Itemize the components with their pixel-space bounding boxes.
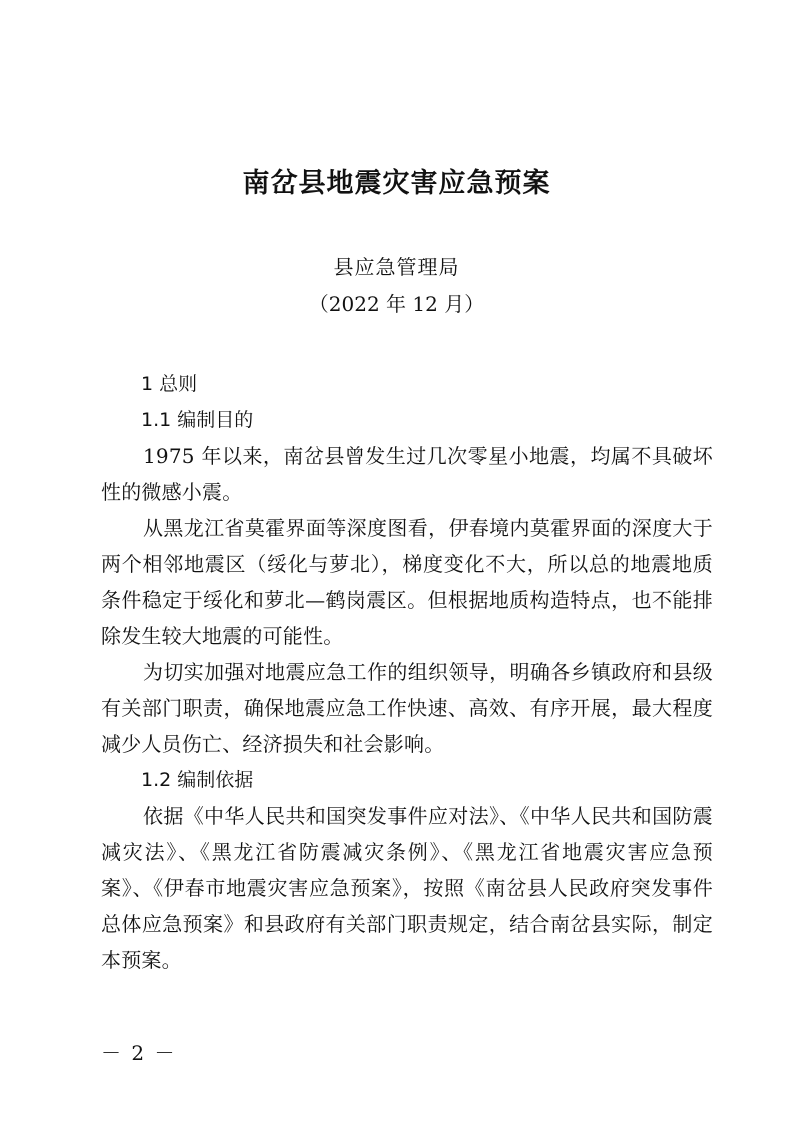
section-heading-purpose: 1.1 编制目的 — [141, 409, 254, 431]
section-heading-basis: 1.2 编制依据 — [141, 769, 254, 791]
paragraph-purpose-3: 为切实加强对地震应急工作的组织领导，明确各乡镇政府和县级有关部门职责，确保地震应急工作快速、高效、有序开展，最大程度减少人员伤亡、经济损失和社会影响。 — [101, 660, 713, 756]
document-body — [101, 366, 713, 978]
document-title: 南岔县地震灾害应急预案 — [242, 168, 551, 199]
section-heading-general: 1 总则 — [141, 373, 198, 395]
issue-date: （2022 年 12 月） — [308, 292, 485, 316]
issuing-organization: 县应急管理局 — [333, 255, 460, 279]
page-number: － 2 － — [101, 1041, 177, 1065]
paragraph-purpose-1: 1975 年以来，南岔县曾发生过几次零星小地震，均属不具破坏性的微感小震。 — [101, 444, 713, 504]
paragraph-purpose-2: 从黑龙江省莫霍界面等深度图看，伊春境内莫霍界面的深度大于两个相邻地震区（绥化与萝北），梯度变化不大，所以总的地震地质条件稳定于绥化和萝北—鹤岗震区。但根据地质构造特点，也不能排除发生较大地震的可能性。 — [101, 516, 713, 648]
paragraph-basis-1: 依据《中华人民共和国突发事件应对法》、《中华人民共和国防震减灾法》、《黑龙江省防震减灾条例》、《黑龙江省地震灾害应急预案》、《伊春市地震灾害应急预案》，按照《南岔县人民政府突发事件总体应急预案》和县政府有关部门职责规定，结合南岔县实际，制定本预案。 — [101, 804, 713, 972]
